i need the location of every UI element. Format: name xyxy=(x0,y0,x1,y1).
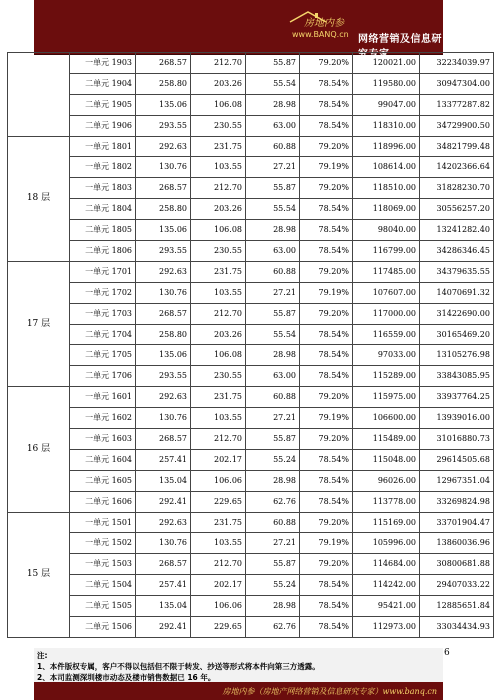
rate-cell: 78.54% xyxy=(300,199,353,220)
c-cell: 55.87 xyxy=(246,554,300,575)
rate-cell: 79.20% xyxy=(300,554,353,575)
rate-cell: 79.20% xyxy=(300,178,353,199)
a-cell: 135.04 xyxy=(136,470,191,491)
table-row xyxy=(8,220,494,241)
table-row xyxy=(8,199,494,220)
table-row xyxy=(8,94,494,115)
rate-cell: 78.54% xyxy=(300,470,353,491)
b-cell: 231.75 xyxy=(191,261,246,282)
table-row xyxy=(8,136,494,157)
rate-cell: 79.20% xyxy=(300,53,353,74)
b-cell: 230.55 xyxy=(191,115,246,136)
b-cell: 103.55 xyxy=(191,157,246,178)
table-row xyxy=(8,241,494,262)
c-cell: 27.21 xyxy=(246,533,300,554)
b-cell: 203.26 xyxy=(191,73,246,94)
rate-cell: 79.19% xyxy=(300,408,353,429)
unit-cell: 一单元 1602 xyxy=(70,408,136,429)
rate-cell: 79.20% xyxy=(300,303,353,324)
unit-cell: 二单元 1606 xyxy=(70,491,136,512)
price-cell: 118310.00 xyxy=(353,115,420,136)
unit-cell: 一单元 1603 xyxy=(70,429,136,450)
total-cell: 31016880.73 xyxy=(420,429,494,450)
c-cell: 28.98 xyxy=(246,220,300,241)
c-cell: 27.21 xyxy=(246,408,300,429)
price-cell: 97033.00 xyxy=(353,345,420,366)
unit-cell: 一单元 1703 xyxy=(70,303,136,324)
c-cell: 63.00 xyxy=(246,366,300,387)
sales-table xyxy=(7,52,494,638)
a-cell: 292.63 xyxy=(136,512,191,533)
unit-cell: 一单元 1801 xyxy=(70,136,136,157)
table-row xyxy=(8,115,494,136)
total-cell: 33034434.93 xyxy=(420,617,494,638)
c-cell: 62.76 xyxy=(246,491,300,512)
b-cell: 106.06 xyxy=(191,470,246,491)
rate-cell: 78.54% xyxy=(300,115,353,136)
unit-cell: 二单元 1706 xyxy=(70,366,136,387)
table-row xyxy=(8,617,494,638)
price-cell: 117000.00 xyxy=(353,303,420,324)
table-row xyxy=(8,73,494,94)
rate-cell: 78.54% xyxy=(300,220,353,241)
b-cell: 212.70 xyxy=(191,178,246,199)
a-cell: 268.57 xyxy=(136,53,191,74)
price-cell: 112973.00 xyxy=(353,617,420,638)
logo-text: 房地内参 xyxy=(304,18,344,29)
a-cell: 258.80 xyxy=(136,199,191,220)
price-cell: 98040.00 xyxy=(353,220,420,241)
price-cell: 115489.00 xyxy=(353,429,420,450)
price-cell: 118996.00 xyxy=(353,136,420,157)
table-row xyxy=(8,596,494,617)
b-cell: 212.70 xyxy=(191,53,246,74)
a-cell: 130.76 xyxy=(136,533,191,554)
a-cell: 292.41 xyxy=(136,491,191,512)
a-cell: 257.41 xyxy=(136,575,191,596)
price-cell: 108614.00 xyxy=(353,157,420,178)
unit-cell: 二单元 1505 xyxy=(70,596,136,617)
total-cell: 33937764.25 xyxy=(420,387,494,408)
total-cell: 13105276.98 xyxy=(420,345,494,366)
table-row xyxy=(8,554,494,575)
total-cell: 30165469.20 xyxy=(420,324,494,345)
total-cell: 31422690.00 xyxy=(420,303,494,324)
total-cell: 13939016.00 xyxy=(420,408,494,429)
b-cell: 202.17 xyxy=(191,575,246,596)
c-cell: 60.88 xyxy=(246,387,300,408)
price-cell: 114242.00 xyxy=(353,575,420,596)
c-cell: 60.88 xyxy=(246,261,300,282)
a-cell: 135.06 xyxy=(136,220,191,241)
rate-cell: 79.19% xyxy=(300,157,353,178)
c-cell: 55.87 xyxy=(246,429,300,450)
c-cell: 55.54 xyxy=(246,73,300,94)
a-cell: 135.04 xyxy=(136,596,191,617)
total-cell: 13241282.40 xyxy=(420,220,494,241)
table-row xyxy=(8,491,494,512)
unit-cell: 一单元 1702 xyxy=(70,282,136,303)
b-cell: 106.08 xyxy=(191,345,246,366)
total-cell: 34379635.55 xyxy=(420,261,494,282)
unit-cell: 二单元 1504 xyxy=(70,575,136,596)
header-tagline: 网络营销及信息研究专家 xyxy=(358,34,442,60)
unit-cell: 二单元 1905 xyxy=(70,94,136,115)
unit-cell: 一单元 1802 xyxy=(70,157,136,178)
total-cell: 34821799.48 xyxy=(420,136,494,157)
unit-cell: 一单元 1503 xyxy=(70,554,136,575)
unit-cell: 一单元 1601 xyxy=(70,387,136,408)
price-cell: 118069.00 xyxy=(353,199,420,220)
unit-cell: 二单元 1904 xyxy=(70,73,136,94)
c-cell: 62.76 xyxy=(246,617,300,638)
a-cell: 135.06 xyxy=(136,94,191,115)
a-cell: 258.80 xyxy=(136,324,191,345)
rate-cell: 78.54% xyxy=(300,241,353,262)
b-cell: 230.55 xyxy=(191,241,246,262)
unit-cell: 一单元 1903 xyxy=(70,53,136,74)
c-cell: 63.00 xyxy=(246,115,300,136)
a-cell: 268.57 xyxy=(136,554,191,575)
rate-cell: 78.54% xyxy=(300,324,353,345)
rate-cell: 78.54% xyxy=(300,345,353,366)
total-cell: 30947304.00 xyxy=(420,73,494,94)
a-cell: 268.57 xyxy=(136,429,191,450)
c-cell: 63.00 xyxy=(246,241,300,262)
unit-cell: 二单元 1806 xyxy=(70,241,136,262)
b-cell: 106.08 xyxy=(191,94,246,115)
b-cell: 212.70 xyxy=(191,554,246,575)
b-cell: 103.55 xyxy=(191,408,246,429)
rate-cell: 79.20% xyxy=(300,136,353,157)
total-cell: 29407033.22 xyxy=(420,575,494,596)
table-row xyxy=(8,53,494,74)
b-cell: 202.17 xyxy=(191,449,246,470)
note-line-1: 1、本件版权专属，客户不得以包括但不限于转发、抄送等形式将本件向第三方透露。 xyxy=(37,662,320,671)
b-cell: 203.26 xyxy=(191,199,246,220)
table-row xyxy=(8,303,494,324)
total-cell: 30556257.20 xyxy=(420,199,494,220)
rate-cell: 79.19% xyxy=(300,282,353,303)
price-cell: 107607.00 xyxy=(353,282,420,303)
table-row xyxy=(8,157,494,178)
rate-cell: 78.54% xyxy=(300,617,353,638)
price-cell: 117485.00 xyxy=(353,261,420,282)
a-cell: 293.55 xyxy=(136,115,191,136)
b-cell: 212.70 xyxy=(191,303,246,324)
b-cell: 229.65 xyxy=(191,617,246,638)
a-cell: 130.76 xyxy=(136,408,191,429)
price-cell: 105996.00 xyxy=(353,533,420,554)
table-row xyxy=(8,449,494,470)
b-cell: 203.26 xyxy=(191,324,246,345)
total-cell: 33701904.47 xyxy=(420,512,494,533)
a-cell: 257.41 xyxy=(136,449,191,470)
floor-cell: 17 层 xyxy=(8,261,70,386)
rate-cell: 78.54% xyxy=(300,366,353,387)
unit-cell: 二单元 1804 xyxy=(70,199,136,220)
table-row xyxy=(8,345,494,366)
table-row xyxy=(8,324,494,345)
c-cell: 28.98 xyxy=(246,596,300,617)
price-cell: 119580.00 xyxy=(353,73,420,94)
table-row xyxy=(8,178,494,199)
c-cell: 55.87 xyxy=(246,303,300,324)
footer-text: 房地内参（房地产网络营销及信息研究专家）www.banq.cn xyxy=(222,687,437,696)
floor-cell xyxy=(8,53,70,137)
price-cell: 115169.00 xyxy=(353,512,420,533)
floor-cell: 18 层 xyxy=(8,136,70,261)
total-cell: 34729900.50 xyxy=(420,115,494,136)
c-cell: 60.88 xyxy=(246,136,300,157)
a-cell: 135.06 xyxy=(136,345,191,366)
table-row xyxy=(8,282,494,303)
b-cell: 106.06 xyxy=(191,596,246,617)
price-cell: 115289.00 xyxy=(353,366,420,387)
a-cell: 258.80 xyxy=(136,73,191,94)
total-cell: 30800681.88 xyxy=(420,554,494,575)
total-cell: 33269824.98 xyxy=(420,491,494,512)
price-cell: 96026.00 xyxy=(353,470,420,491)
table-row xyxy=(8,533,494,554)
total-cell: 33843085.95 xyxy=(420,366,494,387)
price-cell: 95421.00 xyxy=(353,596,420,617)
b-cell: 231.75 xyxy=(191,512,246,533)
rate-cell: 78.54% xyxy=(300,491,353,512)
a-cell: 130.76 xyxy=(136,157,191,178)
b-cell: 103.55 xyxy=(191,282,246,303)
floor-cell: 16 层 xyxy=(8,387,70,512)
header-banner xyxy=(34,0,443,60)
total-cell: 12885651.84 xyxy=(420,596,494,617)
unit-cell: 二单元 1705 xyxy=(70,345,136,366)
rate-cell: 79.20% xyxy=(300,387,353,408)
rate-cell: 78.54% xyxy=(300,73,353,94)
rate-cell: 78.54% xyxy=(300,449,353,470)
unit-cell: 一单元 1701 xyxy=(70,261,136,282)
a-cell: 292.63 xyxy=(136,261,191,282)
rate-cell: 79.19% xyxy=(300,533,353,554)
a-cell: 293.55 xyxy=(136,366,191,387)
c-cell: 55.54 xyxy=(246,324,300,345)
footer-bar xyxy=(34,682,443,700)
c-cell: 55.24 xyxy=(246,575,300,596)
total-cell: 13860036.96 xyxy=(420,533,494,554)
price-cell: 116559.00 xyxy=(353,324,420,345)
price-cell: 99047.00 xyxy=(353,94,420,115)
price-cell: 120021.00 xyxy=(353,53,420,74)
rate-cell: 78.54% xyxy=(300,94,353,115)
c-cell: 55.87 xyxy=(246,178,300,199)
total-cell: 13377287.82 xyxy=(420,94,494,115)
c-cell: 28.98 xyxy=(246,345,300,366)
unit-cell: 二单元 1604 xyxy=(70,449,136,470)
b-cell: 230.55 xyxy=(191,366,246,387)
b-cell: 212.70 xyxy=(191,429,246,450)
table-row xyxy=(8,408,494,429)
a-cell: 268.57 xyxy=(136,178,191,199)
sales-table-body xyxy=(8,53,494,638)
c-cell: 27.21 xyxy=(246,282,300,303)
rate-cell: 78.54% xyxy=(300,596,353,617)
note-line-2: 2、本司监测深圳楼市动态及楼市销售数据已 16 年。 xyxy=(37,673,216,682)
table-row xyxy=(8,575,494,596)
price-cell: 113778.00 xyxy=(353,491,420,512)
page-number: 6 xyxy=(444,648,450,658)
total-cell: 14202366.64 xyxy=(420,157,494,178)
a-cell: 292.63 xyxy=(136,387,191,408)
table-row xyxy=(8,429,494,450)
price-cell: 106600.00 xyxy=(353,408,420,429)
unit-cell: 二单元 1906 xyxy=(70,115,136,136)
total-cell: 34286346.45 xyxy=(420,241,494,262)
price-cell: 115048.00 xyxy=(353,449,420,470)
price-cell: 114684.00 xyxy=(353,554,420,575)
notes-text xyxy=(37,650,320,683)
table-row xyxy=(8,366,494,387)
logo-block xyxy=(34,4,443,60)
rate-cell: 79.20% xyxy=(300,512,353,533)
c-cell: 28.98 xyxy=(246,94,300,115)
unit-cell: 一单元 1803 xyxy=(70,178,136,199)
c-cell: 27.21 xyxy=(246,157,300,178)
b-cell: 231.75 xyxy=(191,387,246,408)
c-cell: 55.24 xyxy=(246,449,300,470)
rate-cell: 78.54% xyxy=(300,575,353,596)
c-cell: 60.88 xyxy=(246,512,300,533)
c-cell: 28.98 xyxy=(246,470,300,491)
unit-cell: 二单元 1506 xyxy=(70,617,136,638)
rate-cell: 79.20% xyxy=(300,429,353,450)
unit-cell: 一单元 1501 xyxy=(70,512,136,533)
rate-cell: 79.20% xyxy=(300,261,353,282)
total-cell: 31828230.70 xyxy=(420,178,494,199)
table-row xyxy=(8,261,494,282)
floor-cell: 15 层 xyxy=(8,512,70,637)
price-cell: 116799.00 xyxy=(353,241,420,262)
b-cell: 229.65 xyxy=(191,491,246,512)
price-cell: 115975.00 xyxy=(353,387,420,408)
unit-cell: 二单元 1805 xyxy=(70,220,136,241)
table-row xyxy=(8,387,494,408)
unit-cell: 二单元 1704 xyxy=(70,324,136,345)
total-cell: 29614505.68 xyxy=(420,449,494,470)
b-cell: 103.55 xyxy=(191,533,246,554)
a-cell: 293.55 xyxy=(136,241,191,262)
price-cell: 118510.00 xyxy=(353,178,420,199)
b-cell: 231.75 xyxy=(191,136,246,157)
a-cell: 292.41 xyxy=(136,617,191,638)
b-cell: 106.08 xyxy=(191,220,246,241)
a-cell: 130.76 xyxy=(136,282,191,303)
total-cell: 32234039.97 xyxy=(420,53,494,74)
c-cell: 55.87 xyxy=(246,53,300,74)
total-cell: 12967351.04 xyxy=(420,470,494,491)
a-cell: 268.57 xyxy=(136,303,191,324)
logo-url: www.BANQ.cn xyxy=(292,30,349,39)
table-row xyxy=(8,512,494,533)
a-cell: 292.63 xyxy=(136,136,191,157)
notes-label: 注: xyxy=(37,651,48,660)
table-row xyxy=(8,470,494,491)
total-cell: 14070691.32 xyxy=(420,282,494,303)
unit-cell: 二单元 1605 xyxy=(70,470,136,491)
unit-cell: 一单元 1502 xyxy=(70,533,136,554)
c-cell: 55.54 xyxy=(246,199,300,220)
